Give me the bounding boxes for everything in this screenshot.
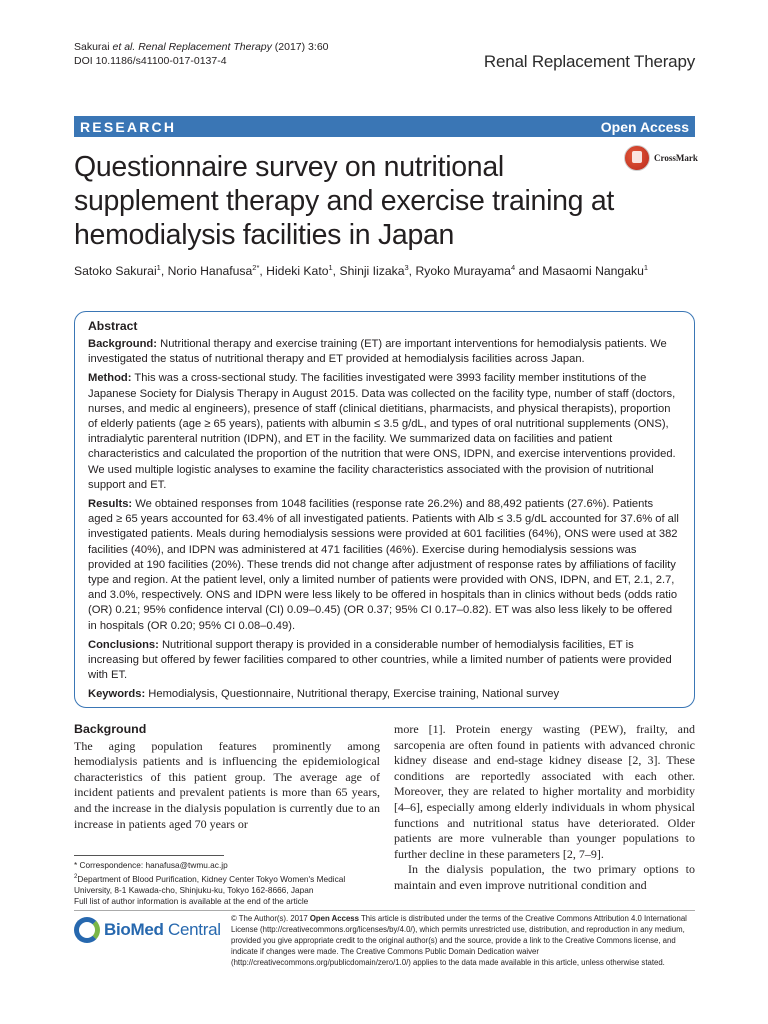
biomed-logo-text: BioMed Central (104, 920, 221, 939)
biomed-central-logo[interactable] (74, 917, 221, 943)
biomed-logo-icon (74, 917, 100, 943)
abstract-conclusions: Conclusions: Nutritional support therapy is provided in a considerable number of hemodialysis facilities, ET is increasing but offered by fewer facilities compared to other countries, while a limited number of patients were provided with ET. (88, 638, 672, 682)
body-paragraph: In the dialysis population, the two primary options to maintain and even improve nutritional condition and (394, 862, 695, 892)
author-info-note: Full list of author information is available at the end of the article (74, 896, 309, 907)
doi[interactable]: DOI 10.1186/s41100-017-0137-4 (74, 55, 227, 67)
section-banner (74, 116, 695, 137)
abstract-heading: Abstract (88, 319, 138, 333)
article-title: Questionnaire survey on nutritional supplement therapy and exercise training at hemodialysis facilities in Japan (74, 151, 615, 251)
author[interactable]: Shinji Iizaka (339, 264, 405, 279)
body-paragraph: more [1]. Protein energy wasting (PEW), frailty, and sarcopenia are often found in patients with advanced chronic kidney disease and end-stage kidney disease [2, 3]. These conditions are reportedly associated with each other. Moreover, they are related to higher mortality and morbidity [4–6], especially among elderly individuals in whom physical functions and nutritional status have deteriorated. Older patients are more vulnerable than younger populations to further decline in these parameters [2, 7–9]. (394, 722, 695, 861)
author-list: Satoko Sakurai$^1$, Norio Hanafusa$^{2*}$, Hideki Kato$^1$, Shinji Iizaka$^3$, Ryoko Murayama$^4$ and Masaomi Nangaku$^1$ (74, 263, 649, 279)
affiliation: $^2$Department of Blood Purification, Kidney Center Tokyo Women's Medical University, 8-1 Kawada-cho, Shinjuku-ku, Tokyo 162-8666, Japan (74, 873, 346, 895)
abstract-keywords: Keywords: Hemodialysis, Questionnaire, Nutritional therapy, Exercise training, National survey (88, 688, 560, 701)
crossmark-icon (624, 145, 650, 171)
footnotes (74, 860, 380, 908)
body-left-column (74, 722, 380, 832)
correspondence[interactable]: * Correspondence: hanafusa@twmu.ac.jp (74, 860, 228, 870)
abstract-results: Results: We obtained responses from 1048 facilities (response rate 26.2%) and 88,492 patients (27.6%). Patients aged ≥ 65 years accounted for 63.4% of all investigated patients. Patients with Alb ≤ 3.5 g/dL accounted for 37.6% of all investigated patients. Meals during hemodialysis sessions were provided at 601 facilities (64%), ONS were used at 382 facilities (40%), and IDPN was administered at 471 facilities (46%). Exercise during hemodialysis sessions was provided at 190 facilities (20%). These trends did not change after adjustment of response rates by affiliations of facility type and region. At the patient level, only a limited number of patients were provided with ONS, IDPN, and ET, 2.1, 2.7, and 3.0%, respectively. ONS and IDPN were less likely to be offered in hospitals than in clinics without beds (odds ratio (OR) 0.21; 95% confidence interval (CI) 0.09–0.45) (OR 0.37; 95% CI 0.17–0.82). ET was also less likely to be offered in hospitals (OR 0.20; 95% CI 0.08–0.49). (88, 498, 679, 632)
journal-name: Renal Replacement Therapy (483, 52, 695, 71)
abstract-box (74, 311, 695, 708)
citation-block (74, 40, 329, 68)
abstract-method: Method: This was a cross-sectional study. The facilities investigated were 3993 facility member institutions of the Japanese Society for Dialysis Therapy in August 2015. Data was collected on the facility type, number of staff (doctors, nurses, and medic al engineers), presence of staff (clinical dietitians, pharmacists, and physical therapists), proportion of elderly patients (age ≥ 65 years), patients with albumin ≤ 3.5 g/dL, and types of oral nutritional supplements (ONS), intradialytic parenteral nutrition (IDPN), and ET in the facility. We summarized data on facilities and patient characteristics and calculated the proportion of the nutrition that were ONS, IDPN, and exercise interventions provided. We used multiple logistic analyses to examine the facility characteristics associated with the provision of nutritional support and ET. (88, 372, 676, 491)
crossmark-label: CrossMark (654, 153, 698, 163)
author[interactable]: Satoko Sakurai (74, 264, 157, 279)
footnote-divider (74, 855, 224, 856)
license-text: © The Author(s). 2017 Open Access This article is distributed under the terms of the Creative Commons Attribution 4.0 International License (http://creativecommons.org/licenses/by/4.0/), which permits unrestricted use, distribution, and reproduction in any medium, provided you give appropriate credit to the original author(s) and the source, provide a link to the Creative Commons license, and indicate if changes were made. The Creative Commons Public Domain Dedication waiver (http://creativecommons.org/publicdomain/zero/1.0/) applies to the data made available in this article, unless otherwise stated. (231, 914, 687, 967)
body-paragraph: The aging population features prominently among hemodialysis patients and is influencing the epidemiological characteristics of this patient group. The average age of incident patients and prevalent patients is more than 65 years, and the increase in the dialysis population is currently due to an increase in patients aged 70 years or (74, 738, 380, 831)
author[interactable]: Norio Hanafusa (167, 264, 253, 279)
section-type: RESEARCH (80, 118, 177, 135)
body-right-column (394, 722, 695, 894)
abstract-background: Background: Nutritional therapy and exercise training (ET) are important interventions for hemodialysis patients. We investigated the status of nutritional therapy and ET provided at hemodialysis facilities across Japan. (88, 338, 667, 366)
open-access-label: Open Access (600, 118, 689, 135)
author[interactable]: Masaomi Nangaku (542, 264, 644, 279)
citation-line: Sakurai et al. Renal Replacement Therapy (2017) 3:60 (74, 41, 329, 53)
author[interactable]: Ryoko Murayama (415, 264, 511, 279)
author[interactable]: Hideki Kato (266, 264, 329, 279)
crossmark-badge[interactable] (624, 145, 698, 171)
background-heading: Background (74, 722, 147, 736)
license-divider (74, 910, 695, 911)
